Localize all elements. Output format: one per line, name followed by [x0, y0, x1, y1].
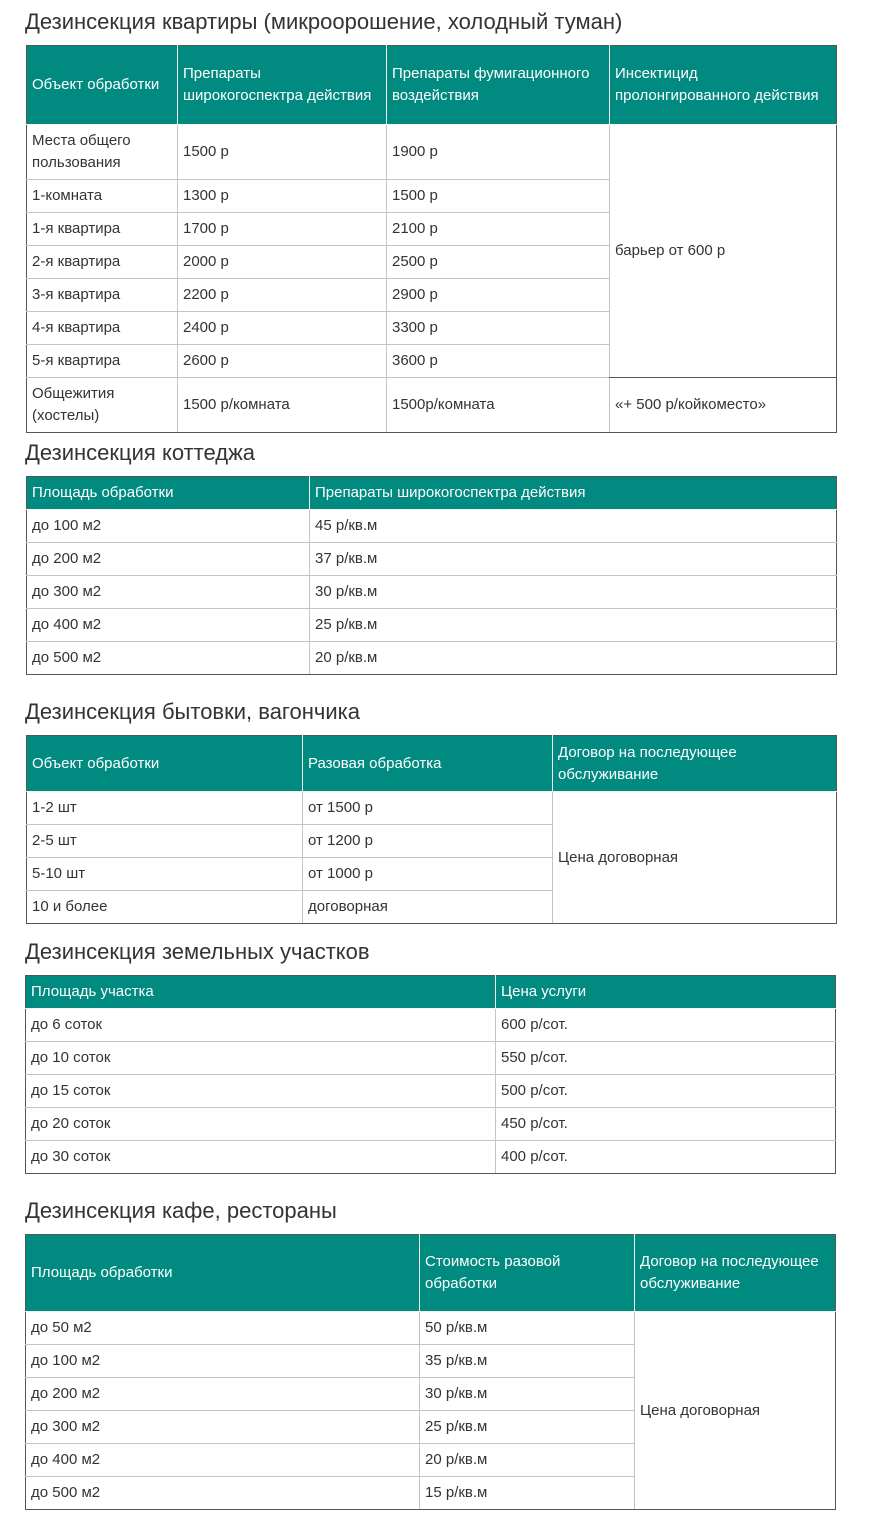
table-cell: 2900 р — [387, 279, 610, 312]
column-header: Площадь обработки — [26, 1235, 420, 1312]
table-cell: 450 р/сот. — [496, 1108, 836, 1141]
cafes-price-table — [25, 1234, 836, 1510]
table-cell: 15 р/кв.м — [420, 1477, 635, 1510]
merged-cell-contract-price: Цена договорная — [635, 1312, 836, 1510]
table-cell: Общежития (хостелы) — [27, 378, 178, 433]
table-row — [27, 609, 837, 642]
table-cell: до 500 м2 — [26, 1477, 420, 1510]
column-header: Площадь участка — [26, 976, 496, 1009]
table-cell: до 400 м2 — [26, 1444, 420, 1477]
table-cell: 500 р/сот. — [496, 1075, 836, 1108]
column-header: Объект обработки — [27, 736, 303, 792]
table-cell: до 300 м2 — [26, 1411, 420, 1444]
table-row — [26, 1141, 836, 1174]
table-cell: 20 р/кв.м — [420, 1444, 635, 1477]
table-header-row — [27, 736, 837, 792]
table-cell: 2100 р — [387, 213, 610, 246]
table-cell: до 200 м2 — [27, 543, 310, 576]
table-cell: 2-5 шт — [27, 825, 303, 858]
column-header: Препараты широкогоспектра действия — [310, 477, 837, 510]
table-cell: Места общего пользования — [27, 125, 178, 180]
table-row — [26, 1312, 836, 1345]
section-title-cafes: Дезинсекция кафе, рестораны — [25, 1198, 337, 1223]
table-cell: 2200 р — [178, 279, 387, 312]
table-row — [26, 1009, 836, 1042]
table-cell: 2600 р — [178, 345, 387, 378]
merged-cell-contract-price: Цена договорная — [553, 792, 837, 924]
table-cell: до 50 м2 — [26, 1312, 420, 1345]
table-cell: 1700 р — [178, 213, 387, 246]
column-header: Договор на последующее обслуживание — [553, 736, 837, 792]
table-header-row — [26, 1235, 836, 1312]
table-cell: до 200 м2 — [26, 1378, 420, 1411]
table-cell: 550 р/сот. — [496, 1042, 836, 1075]
column-header: Препараты фумигационного воздействия — [387, 46, 610, 125]
table-cell: 5-я квартира — [27, 345, 178, 378]
table-cell: 25 р/кв.м — [310, 609, 837, 642]
merged-cell-barrier-price: барьер от 600 р — [610, 125, 837, 378]
section-title-cabins: Дезинсекция бытовки, вагончика — [25, 699, 360, 724]
table-row — [27, 543, 837, 576]
column-header: Цена услуги — [496, 976, 836, 1009]
table-cell: 20 р/кв.м — [310, 642, 837, 675]
table-row — [27, 642, 837, 675]
table-cell: 25 р/кв.м — [420, 1411, 635, 1444]
table-cell: 1-комната — [27, 180, 178, 213]
table-row — [26, 1042, 836, 1075]
table-cell: 5-10 шт — [27, 858, 303, 891]
section-title-cottage: Дезинсекция коттеджа — [25, 440, 256, 465]
table-cell: до 10 соток — [26, 1042, 496, 1075]
table-row — [27, 125, 837, 180]
table-cell: 2500 р — [387, 246, 610, 279]
table-cell: 2-я квартира — [27, 246, 178, 279]
column-header: Объект обработки — [27, 46, 178, 125]
table-cell: 2400 р — [178, 312, 387, 345]
table-row — [26, 1108, 836, 1141]
column-header: Инсектицид пролонгированного действия — [610, 46, 837, 125]
column-header: Стоимость разовой обработки — [420, 1235, 635, 1312]
table-row — [27, 792, 837, 825]
table-cell: 45 р/кв.м — [310, 510, 837, 543]
table-cell: до 20 соток — [26, 1108, 496, 1141]
table-cell: до 15 соток — [26, 1075, 496, 1108]
column-header: Договор на последующее обслуживание — [635, 1235, 836, 1312]
land-plots-price-table — [25, 975, 836, 1174]
table-row — [27, 576, 837, 609]
table-cell: до 6 соток — [26, 1009, 496, 1042]
table-cell: 1-2 шт — [27, 792, 303, 825]
table-cell: «+ 500 р/койкоместо» — [610, 378, 837, 433]
table-cell: договорная — [303, 891, 553, 924]
table-cell: 50 р/кв.м — [420, 1312, 635, 1345]
table-cell: 1900 р — [387, 125, 610, 180]
table-cell: до 30 соток — [26, 1141, 496, 1174]
table-row — [26, 1075, 836, 1108]
table-cell: 1500 р — [178, 125, 387, 180]
table-row — [27, 378, 837, 433]
table-cell: 35 р/кв.м — [420, 1345, 635, 1378]
column-header: Препараты широкогоспектра действия — [178, 46, 387, 125]
table-cell: от 1500 р — [303, 792, 553, 825]
table-cell: до 100 м2 — [26, 1345, 420, 1378]
apartment-price-table — [26, 45, 837, 433]
table-cell: 3-я квартира — [27, 279, 178, 312]
table-cell: до 400 м2 — [27, 609, 310, 642]
table-cell: 30 р/кв.м — [310, 576, 837, 609]
table-cell: 1-я квартира — [27, 213, 178, 246]
table-cell: 30 р/кв.м — [420, 1378, 635, 1411]
table-cell: 4-я квартира — [27, 312, 178, 345]
table-cell: 10 и более — [27, 891, 303, 924]
table-cell: 1300 р — [178, 180, 387, 213]
table-cell: 400 р/сот. — [496, 1141, 836, 1174]
table-cell: 3600 р — [387, 345, 610, 378]
table-cell: 1500 р/комната — [178, 378, 387, 433]
column-header: Разовая обработка — [303, 736, 553, 792]
cottage-price-table — [26, 476, 837, 675]
table-cell: 2000 р — [178, 246, 387, 279]
table-header-row — [27, 477, 837, 510]
table-cell: 3300 р — [387, 312, 610, 345]
table-cell: 1500 р — [387, 180, 610, 213]
table-cell: от 1200 р — [303, 825, 553, 858]
table-header-row — [26, 976, 836, 1009]
table-cell: до 100 м2 — [27, 510, 310, 543]
column-header: Площадь обработки — [27, 477, 310, 510]
cabins-price-table — [26, 735, 837, 924]
table-cell: 600 р/сот. — [496, 1009, 836, 1042]
section-title-land-plots: Дезинсекция земельных участков — [25, 939, 370, 964]
table-cell: 1500р/комната — [387, 378, 610, 433]
table-row — [27, 510, 837, 543]
section-title-apartment: Дезинсекция квартиры (микроорошение, холодный туман) — [25, 9, 623, 34]
table-cell: 37 р/кв.м — [310, 543, 837, 576]
table-cell: от 1000 р — [303, 858, 553, 891]
table-header-row — [27, 46, 837, 125]
table-cell: до 500 м2 — [27, 642, 310, 675]
table-cell: до 300 м2 — [27, 576, 310, 609]
